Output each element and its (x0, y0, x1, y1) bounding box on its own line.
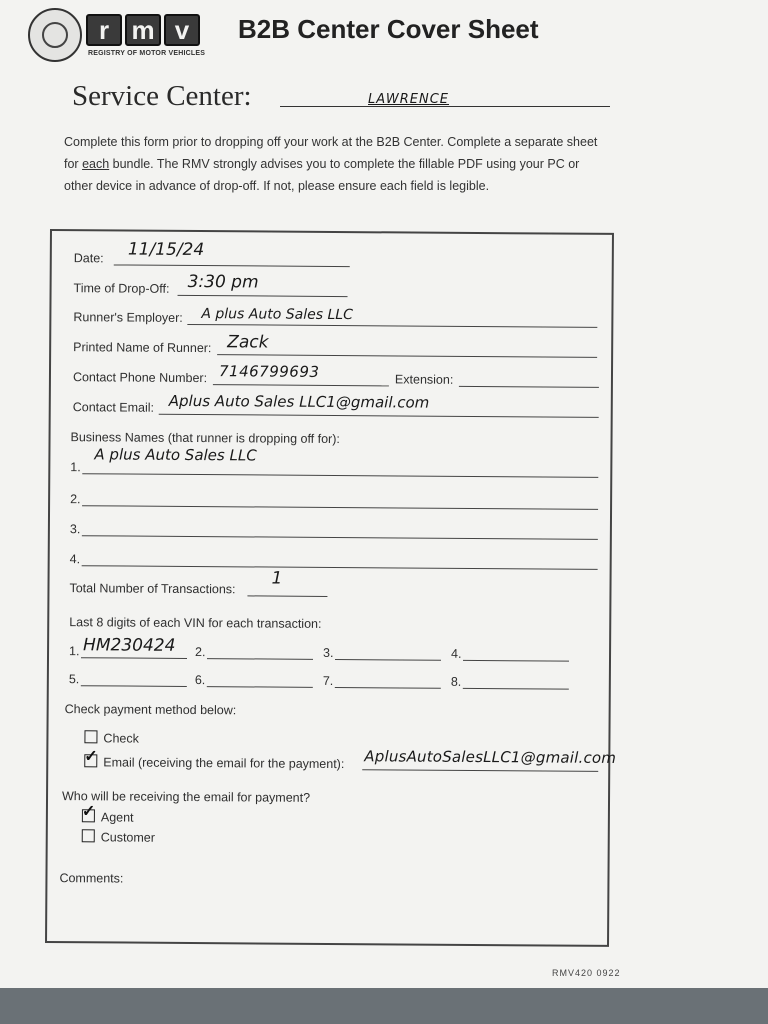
receiver-customer-option[interactable] (82, 829, 155, 845)
logo-letter-v: v (164, 14, 200, 46)
time-field[interactable]: 3:30 pm (187, 271, 259, 293)
agent-option-label: Agent (100, 810, 134, 825)
agent-checkbox[interactable] (82, 809, 95, 822)
extension-line (459, 386, 599, 388)
business-num-1: 1. (70, 460, 81, 475)
total-transactions-label: Total Number of Transactions: (69, 581, 236, 597)
vin-line-2 (207, 658, 313, 660)
payment-email-line (362, 769, 598, 772)
email-option-label: Email (receiving the email for the payment): (103, 755, 345, 772)
page-title: B2B Center Cover Sheet (238, 14, 539, 44)
runner-name-line (217, 354, 597, 358)
employer-label: Runner's Employer: (73, 310, 183, 325)
instructions-line-2-post: bundle. The RMV strongly advises you to complete the fillable PDF using your PC or (109, 157, 580, 171)
business-line-4 (82, 565, 598, 570)
vin-line-6 (207, 686, 313, 688)
form-code: RMV420 0922 (552, 968, 621, 978)
vin-num-2: 2. (195, 645, 206, 660)
total-transactions-line (247, 595, 327, 597)
payment-method-label: Check payment method below: (64, 702, 237, 718)
email-field[interactable]: Aplus Auto Sales LLC1@gmail.com (168, 391, 430, 412)
comments-label: Comments: (59, 871, 124, 886)
form-box (45, 229, 617, 947)
instructions-line-2 (64, 153, 634, 175)
logo-letter-r: r (86, 14, 122, 46)
email-label: Contact Email: (72, 400, 155, 415)
service-center-field[interactable]: LAWRENCE (368, 92, 450, 107)
business-num-2: 2. (70, 492, 81, 507)
commonwealth-seal-icon (28, 8, 82, 62)
vin-num-3: 3. (322, 645, 334, 660)
vin-line-8 (463, 688, 569, 690)
instructions-emphasis: each (82, 157, 110, 171)
rmv-logo (86, 14, 200, 46)
email-checkbox[interactable] (84, 754, 97, 767)
payment-email-option[interactable] (84, 754, 344, 771)
date-line (114, 264, 350, 267)
vin-num-5: 5. (68, 672, 80, 687)
comments-field[interactable] (138, 870, 578, 873)
phone-label: Contact Phone Number: (72, 370, 208, 386)
business-line-2 (82, 505, 598, 510)
vin-line-5 (81, 685, 187, 687)
date-label: Date: (73, 251, 104, 266)
instructions-line-3: other device in advance of drop-off. If not, please ensure each field is legible. (64, 179, 490, 193)
employer-line (187, 324, 597, 328)
logo-subtitle: REGISTRY OF MOTOR VEHICLES (88, 50, 206, 57)
business-names-label: Business Names (that runner is dropping off for): (70, 430, 340, 447)
instructions-paragraph (64, 131, 634, 197)
email-line (159, 414, 599, 418)
instructions-line-1: Complete this form prior to dropping off your work at the B2B Center. Complete a separate sheet (64, 135, 598, 149)
employer-field[interactable]: A plus Auto Sales LLC (201, 306, 353, 324)
total-transactions-field[interactable]: 1 (271, 568, 283, 589)
background-surface (0, 988, 768, 1024)
time-line (178, 295, 348, 297)
payment-email-field[interactable]: AplusAutoSalesLLC1@gmail.com (364, 747, 617, 767)
business-num-4: 4. (69, 552, 81, 567)
vin-num-4: 4. (450, 646, 462, 661)
vin-num-7: 7. (322, 673, 334, 688)
check-checkbox[interactable] (84, 730, 97, 743)
business-line-1 (82, 473, 598, 478)
business-num-3: 3. (69, 522, 81, 537)
runner-name-label: Printed Name of Runner: (73, 340, 212, 356)
business-field-1[interactable]: A plus Auto Sales LLC (94, 445, 257, 465)
payment-check-option[interactable] (84, 730, 139, 745)
payment-receiver-label: Who will be receiving the email for payment? (61, 789, 311, 805)
service-center-label: Service Center: (72, 80, 252, 112)
vin-label: Last 8 digits of each VIN for each transaction: (69, 615, 322, 631)
vin-line-3 (335, 659, 441, 661)
date-field[interactable]: 11/15/24 (127, 239, 205, 261)
vin-num-6: 6. (194, 673, 206, 688)
instructions-line-2-pre: for (64, 157, 83, 171)
vin-num-8: 8. (450, 674, 462, 689)
vin-line-4 (463, 660, 569, 662)
logo-letter-m: m (125, 14, 161, 46)
vin-num-1: 1. (69, 644, 80, 659)
time-label: Time of Drop-Off: (73, 281, 170, 296)
extension-label: Extension: (394, 372, 454, 387)
vin-line-1 (81, 657, 187, 659)
phone-line (213, 384, 389, 386)
vin-line-7 (335, 687, 441, 689)
customer-option-label: Customer (100, 830, 155, 845)
vin-field-1[interactable]: HM230424 (83, 635, 176, 656)
customer-checkbox[interactable] (82, 829, 95, 842)
phone-field[interactable]: 7146799693 (218, 362, 320, 381)
runner-name-field[interactable]: Zack (227, 332, 269, 353)
check-option-label: Check (103, 731, 139, 746)
receiver-agent-option[interactable] (82, 809, 134, 824)
business-line-3 (82, 535, 598, 540)
